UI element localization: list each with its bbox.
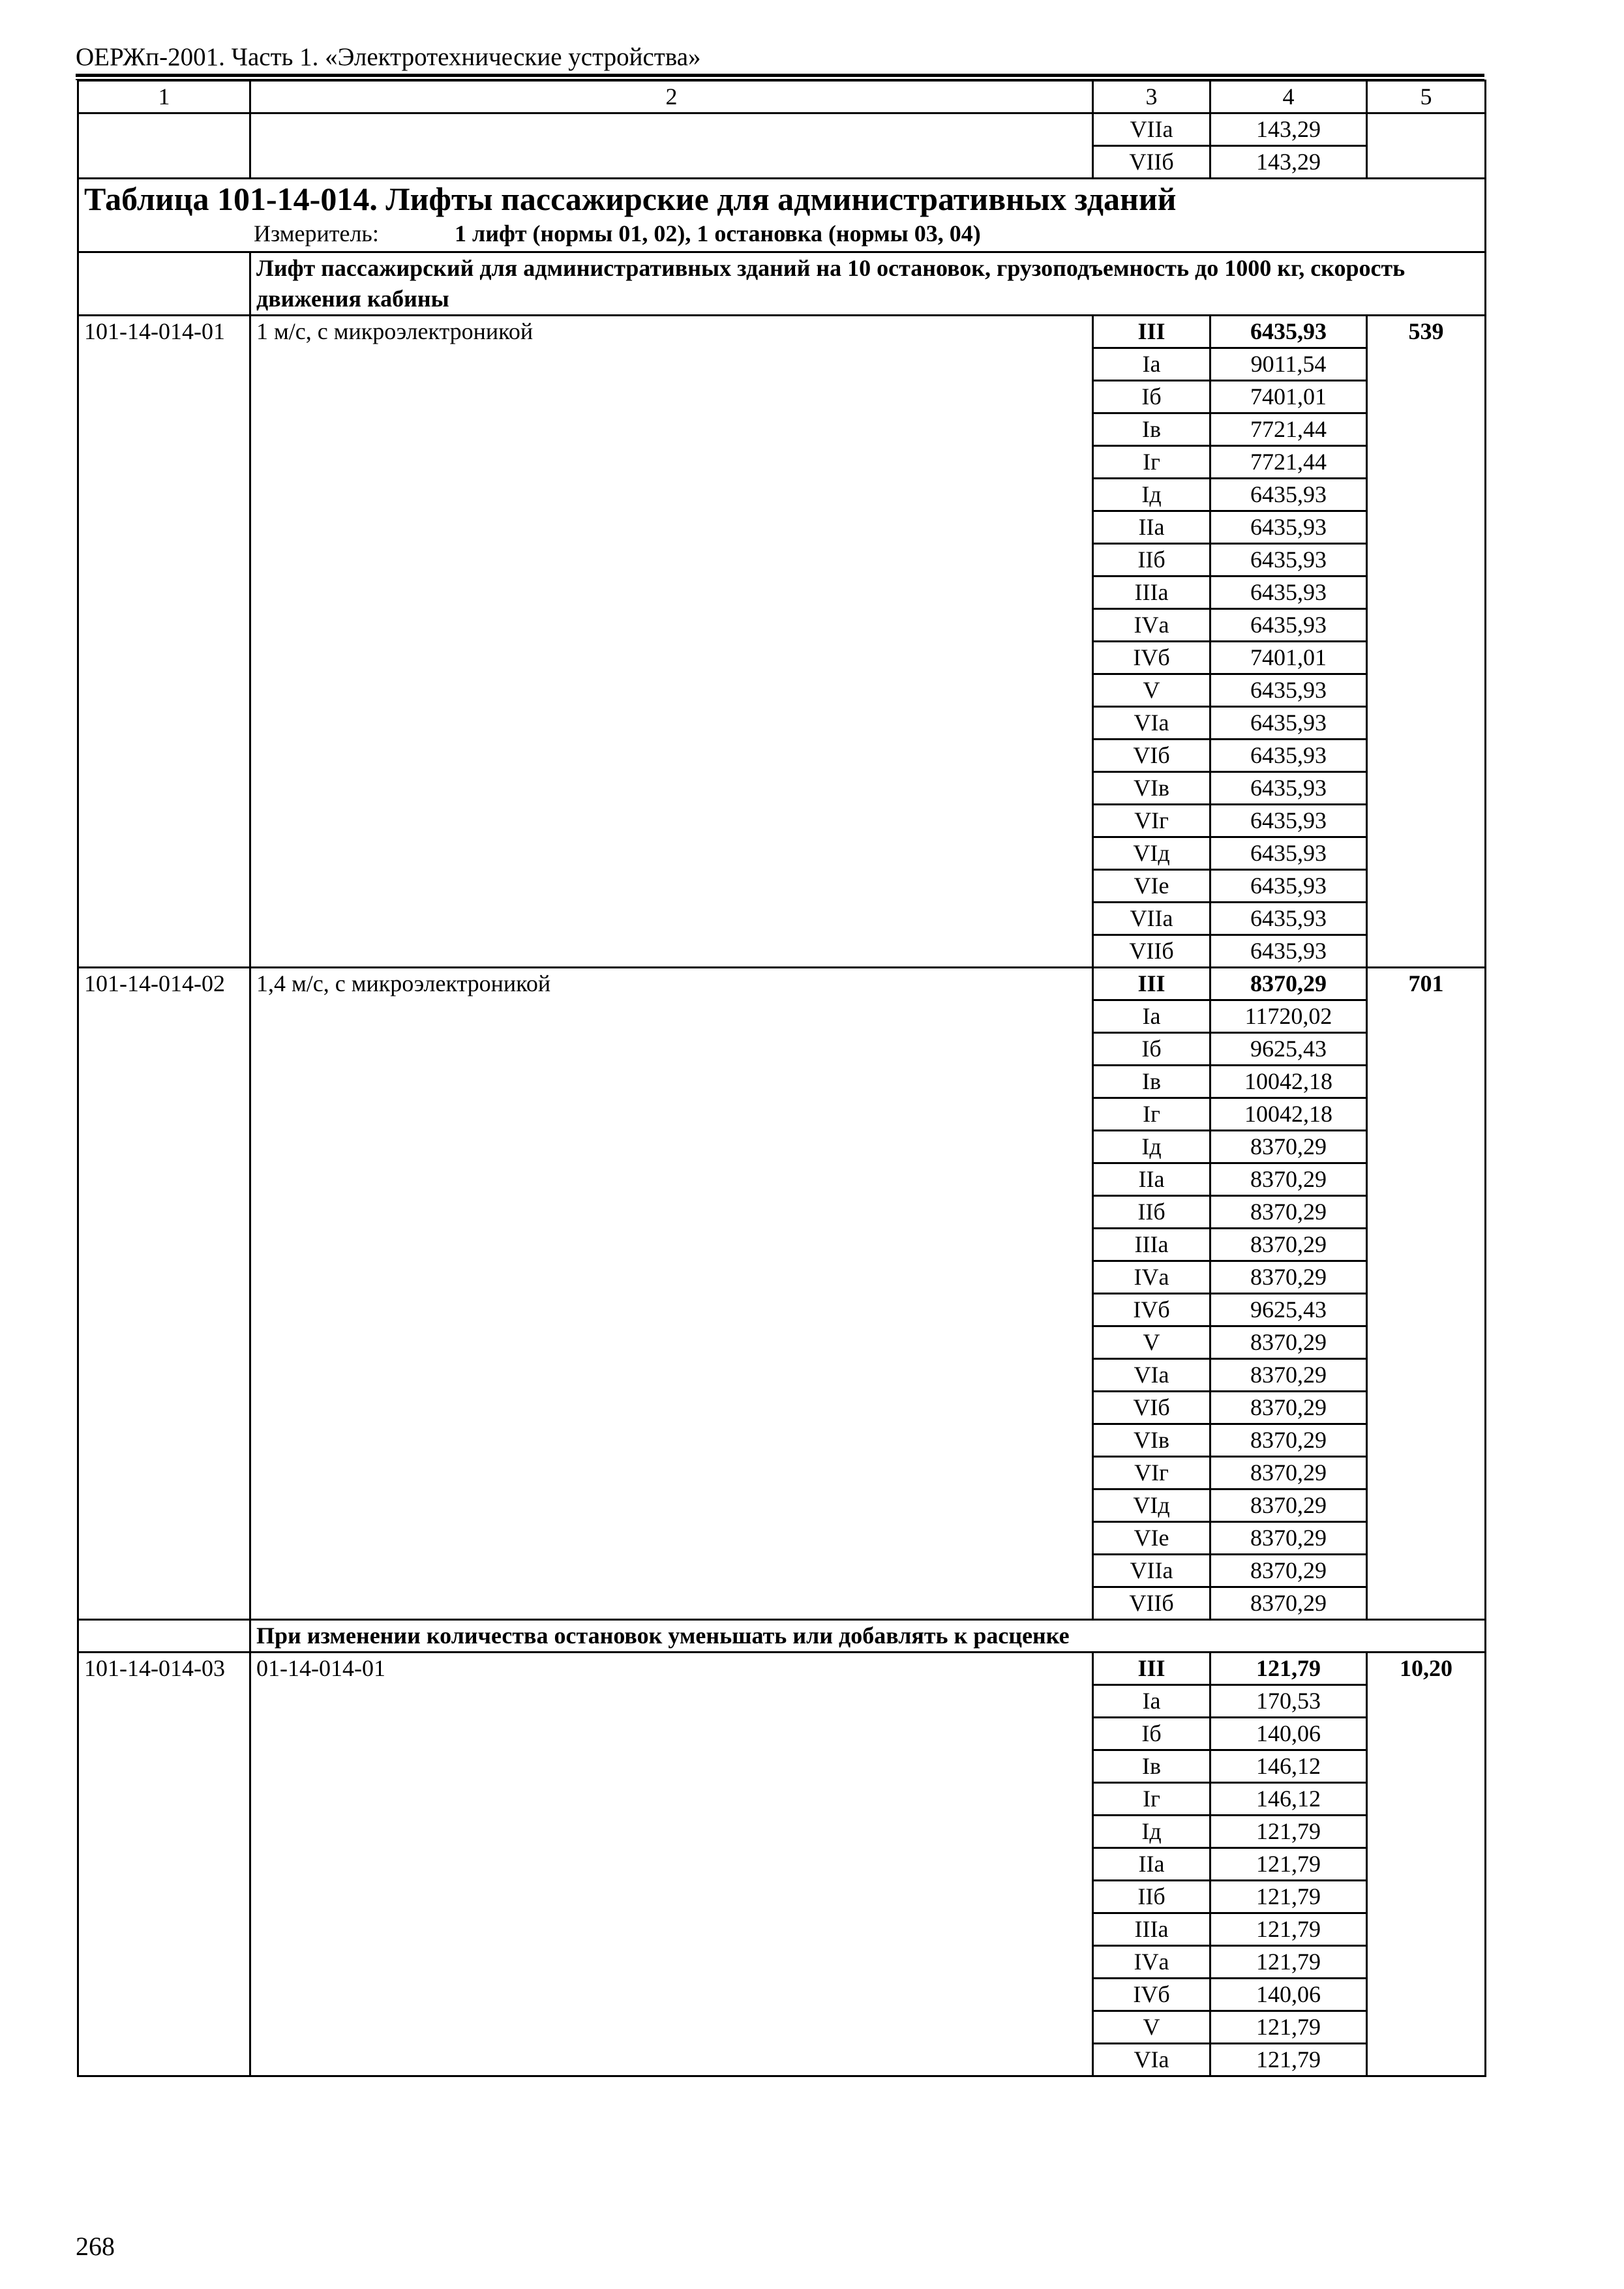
table-row bbox=[78, 968, 1486, 1000]
item-total: 701 bbox=[1367, 968, 1486, 1620]
section-heading-row bbox=[78, 252, 1486, 316]
price-cell: 8370,29 bbox=[1210, 1489, 1367, 1522]
region-cell: Iб bbox=[1093, 1718, 1210, 1750]
price-cell: 8370,29 bbox=[1210, 1424, 1367, 1457]
region-cell: IVб bbox=[1093, 1294, 1210, 1326]
region-cell: VIв bbox=[1093, 772, 1210, 805]
region-cell: VIIа bbox=[1093, 113, 1210, 146]
region-cell: VIг bbox=[1093, 1457, 1210, 1489]
price-cell: 11720,02 bbox=[1210, 1000, 1367, 1033]
item-code: 101-14-014-02 bbox=[78, 968, 250, 1620]
total-cell bbox=[1367, 113, 1486, 179]
region-cell: VIе bbox=[1093, 870, 1210, 903]
price-cell: 8370,29 bbox=[1210, 1131, 1367, 1163]
item-total: 539 bbox=[1367, 316, 1486, 968]
measure-label: Измеритель: bbox=[254, 220, 379, 247]
region-cell: IIа bbox=[1093, 1163, 1210, 1196]
price-cell: 8370,29 bbox=[1210, 1163, 1367, 1196]
price-cell: 6435,93 bbox=[1210, 511, 1367, 544]
region-cell: VIIб bbox=[1093, 1587, 1210, 1620]
item-description: 1 м/с, с микроэлектроникой bbox=[250, 316, 1093, 968]
region-cell: VIIа bbox=[1093, 1555, 1210, 1587]
price-cell: 6435,93 bbox=[1210, 903, 1367, 935]
price-cell: 170,53 bbox=[1210, 1685, 1367, 1718]
item-description: 1,4 м/с, с микроэлектроникой bbox=[250, 968, 1093, 1620]
carryover-row bbox=[78, 113, 1486, 146]
table-row bbox=[78, 316, 1486, 348]
price-table bbox=[77, 80, 1486, 2077]
section-heading: При изменении количества остановок уменьшать или добавлять к расценке bbox=[250, 1620, 1486, 1653]
region-cell: VIа bbox=[1093, 1359, 1210, 1392]
region-cell: VIа bbox=[1093, 2044, 1210, 2076]
measure-line bbox=[254, 218, 1479, 251]
region-cell: III bbox=[1093, 1653, 1210, 1685]
code-cell bbox=[78, 113, 250, 179]
region-cell: IIб bbox=[1093, 544, 1210, 576]
price-cell: 121,79 bbox=[1210, 1816, 1367, 1848]
price-cell: 6435,93 bbox=[1210, 837, 1367, 870]
region-cell: VIIб bbox=[1093, 935, 1210, 968]
price-cell: 8370,29 bbox=[1210, 1522, 1367, 1555]
region-cell: III bbox=[1093, 316, 1210, 348]
price-cell: 6435,93 bbox=[1210, 707, 1367, 740]
price-cell: 10042,18 bbox=[1210, 1066, 1367, 1098]
price-cell: 6435,93 bbox=[1210, 316, 1367, 348]
price-cell: 121,79 bbox=[1210, 1946, 1367, 1979]
price-cell: 8370,29 bbox=[1210, 1261, 1367, 1294]
region-cell: Iб bbox=[1093, 381, 1210, 413]
price-cell: 140,06 bbox=[1210, 1718, 1367, 1750]
column-numbers-row bbox=[78, 81, 1486, 113]
region-cell: VIе bbox=[1093, 1522, 1210, 1555]
price-cell: 7401,01 bbox=[1210, 642, 1367, 674]
table-title-cell bbox=[78, 179, 1486, 252]
price-cell: 140,06 bbox=[1210, 1979, 1367, 2011]
region-cell: IVб bbox=[1093, 1979, 1210, 2011]
price-cell: 7721,44 bbox=[1210, 446, 1367, 479]
region-cell: Iа bbox=[1093, 1000, 1210, 1033]
price-cell: 8370,29 bbox=[1210, 1326, 1367, 1359]
price-cell: 7721,44 bbox=[1210, 413, 1367, 446]
region-cell: IIIа bbox=[1093, 1913, 1210, 1946]
region-cell: V bbox=[1093, 1326, 1210, 1359]
price-cell: 9625,43 bbox=[1210, 1294, 1367, 1326]
column-number: 3 bbox=[1093, 81, 1210, 113]
price-cell: 6435,93 bbox=[1210, 576, 1367, 609]
item-code: 101-14-014-03 bbox=[78, 1653, 250, 2076]
region-cell: IIб bbox=[1093, 1196, 1210, 1229]
region-cell: Iв bbox=[1093, 1750, 1210, 1783]
section-heading-row bbox=[78, 1620, 1486, 1653]
region-cell: Iд bbox=[1093, 1816, 1210, 1848]
measure-value: 1 лифт (нормы 01, 02), 1 остановка (нормы 03, 04) bbox=[455, 220, 981, 247]
column-number: 2 bbox=[250, 81, 1093, 113]
price-cell: 6435,93 bbox=[1210, 674, 1367, 707]
description-cell bbox=[250, 113, 1093, 179]
table-title: Таблица 101-14-014. Лифты пассажирские для административных зданий bbox=[84, 181, 1177, 217]
region-cell: VIб bbox=[1093, 1392, 1210, 1424]
price-cell: 146,12 bbox=[1210, 1750, 1367, 1783]
price-cell: 8370,29 bbox=[1210, 1555, 1367, 1587]
price-cell: 8370,29 bbox=[1210, 1457, 1367, 1489]
column-number: 1 bbox=[78, 81, 250, 113]
price-cell: 121,79 bbox=[1210, 1881, 1367, 1913]
region-cell: IVа bbox=[1093, 1946, 1210, 1979]
region-cell: VIIа bbox=[1093, 903, 1210, 935]
price-cell: 6435,93 bbox=[1210, 740, 1367, 772]
section-heading: Лифт пассажирский для административных зданий на 10 остановок, грузоподъемность до 1000 кг, скорость движения кабины bbox=[250, 252, 1486, 316]
region-cell: IIб bbox=[1093, 1881, 1210, 1913]
region-cell: Iв bbox=[1093, 413, 1210, 446]
price-cell: 121,79 bbox=[1210, 2011, 1367, 2044]
region-cell: Iв bbox=[1093, 1066, 1210, 1098]
region-cell: IVб bbox=[1093, 642, 1210, 674]
region-cell: Iб bbox=[1093, 1033, 1210, 1066]
page-number: 268 bbox=[76, 2232, 115, 2261]
item-code: 101-14-014-01 bbox=[78, 316, 250, 968]
price-cell: 6435,93 bbox=[1210, 609, 1367, 642]
price-cell: 10042,18 bbox=[1210, 1098, 1367, 1131]
price-cell: 9011,54 bbox=[1210, 348, 1367, 381]
price-cell: 143,29 bbox=[1210, 146, 1367, 179]
price-cell: 8370,29 bbox=[1210, 1229, 1367, 1261]
price-cell: 121,79 bbox=[1210, 1913, 1367, 1946]
price-cell: 121,79 bbox=[1210, 1848, 1367, 1881]
region-cell: VIIб bbox=[1093, 146, 1210, 179]
price-cell: 121,79 bbox=[1210, 2044, 1367, 2076]
region-cell: IIIа bbox=[1093, 1229, 1210, 1261]
price-cell: 6435,93 bbox=[1210, 935, 1367, 968]
region-cell: Iд bbox=[1093, 1131, 1210, 1163]
column-number: 4 bbox=[1210, 81, 1367, 113]
region-cell: IIIа bbox=[1093, 576, 1210, 609]
price-cell: 6435,93 bbox=[1210, 805, 1367, 837]
page-header-title: ОЕРЖп-2001. Часть 1. «Электротехнические устройства» bbox=[76, 43, 701, 71]
price-cell: 6435,93 bbox=[1210, 479, 1367, 511]
price-cell: 8370,29 bbox=[1210, 1359, 1367, 1392]
region-cell: VIа bbox=[1093, 707, 1210, 740]
region-cell: V bbox=[1093, 2011, 1210, 2044]
header-rule bbox=[76, 74, 1484, 77]
region-cell: IIа bbox=[1093, 511, 1210, 544]
section-blank-cell bbox=[78, 1620, 250, 1653]
region-cell: V bbox=[1093, 674, 1210, 707]
price-cell: 143,29 bbox=[1210, 113, 1367, 146]
item-total: 10,20 bbox=[1367, 1653, 1486, 2076]
region-cell: Iг bbox=[1093, 1783, 1210, 1816]
region-cell: VIв bbox=[1093, 1424, 1210, 1457]
region-cell: VIг bbox=[1093, 805, 1210, 837]
region-cell: III bbox=[1093, 968, 1210, 1000]
region-cell: VIд bbox=[1093, 837, 1210, 870]
price-cell: 6435,93 bbox=[1210, 772, 1367, 805]
region-cell: VIд bbox=[1093, 1489, 1210, 1522]
price-cell: 146,12 bbox=[1210, 1783, 1367, 1816]
region-cell: IVа bbox=[1093, 609, 1210, 642]
region-cell: IVа bbox=[1093, 1261, 1210, 1294]
region-cell: Iа bbox=[1093, 348, 1210, 381]
price-cell: 8370,29 bbox=[1210, 1196, 1367, 1229]
price-cell: 9625,43 bbox=[1210, 1033, 1367, 1066]
region-cell: Iг bbox=[1093, 446, 1210, 479]
price-cell: 8370,29 bbox=[1210, 968, 1367, 1000]
price-cell: 8370,29 bbox=[1210, 1587, 1367, 1620]
price-cell: 7401,01 bbox=[1210, 381, 1367, 413]
section-blank-cell bbox=[78, 252, 250, 316]
price-cell: 121,79 bbox=[1210, 1653, 1367, 1685]
region-cell: Iд bbox=[1093, 479, 1210, 511]
price-cell: 6435,93 bbox=[1210, 544, 1367, 576]
price-cell: 8370,29 bbox=[1210, 1392, 1367, 1424]
column-number: 5 bbox=[1367, 81, 1486, 113]
price-cell: 6435,93 bbox=[1210, 870, 1367, 903]
region-cell: IIа bbox=[1093, 1848, 1210, 1881]
table-title-row bbox=[78, 179, 1486, 252]
item-description: 01-14-014-01 bbox=[250, 1653, 1093, 2076]
region-cell: Iг bbox=[1093, 1098, 1210, 1131]
region-cell: VIб bbox=[1093, 740, 1210, 772]
table-row bbox=[78, 1653, 1486, 1685]
region-cell: Iа bbox=[1093, 1685, 1210, 1718]
